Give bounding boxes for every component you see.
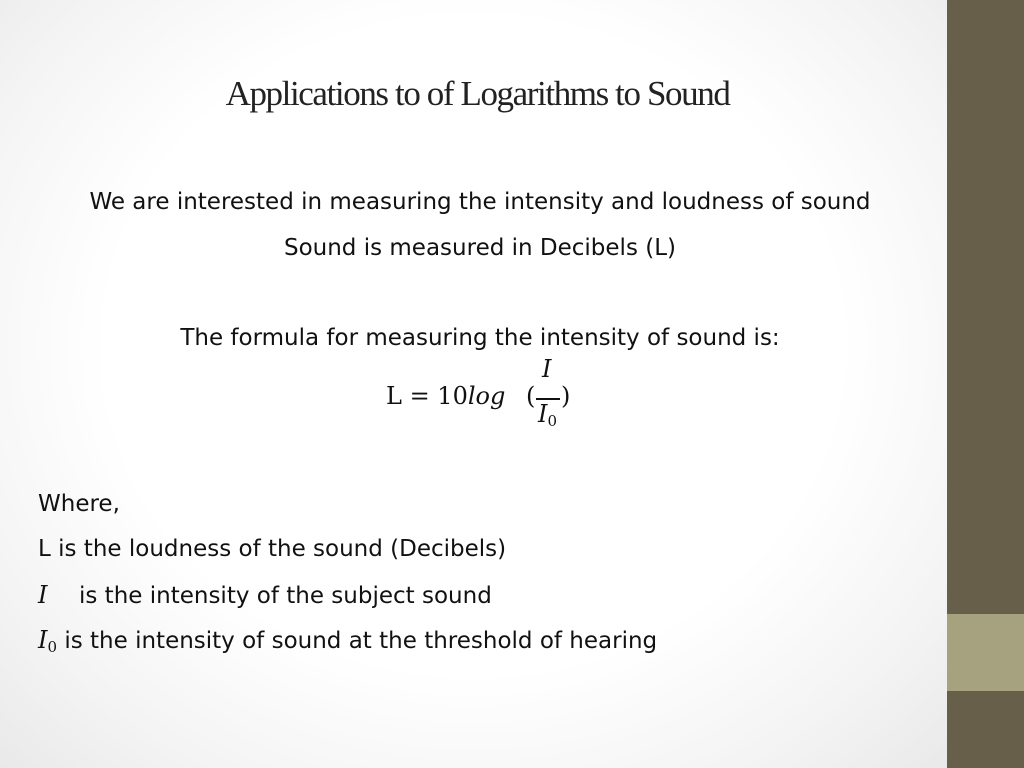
formula-open-paren: ( <box>526 382 536 410</box>
sidebar-accent-block <box>947 614 1024 691</box>
formula-intro-line: The formula for measuring the intensity of sound is: <box>180 325 780 351</box>
formula-numerator: I <box>542 355 552 383</box>
decibel-line: Sound is measured in Decibels (L) <box>283 235 676 261</box>
definition-intensity: I is the intensity of the subject sound <box>38 581 492 609</box>
where-label: Where, <box>38 491 120 517</box>
formula-close-paren: ) <box>561 382 571 410</box>
threshold-intensity-symbol: $I_0$ <box>38 626 58 656</box>
intensity-symbol: I <box>38 581 48 609</box>
definition-loudness: L is the loudness of the sound (Decibels) <box>38 536 507 562</box>
formula-log: log <box>467 382 506 410</box>
formula-denominator: $I_0$ <box>538 400 558 430</box>
definition-threshold: $I_0$ is the intensity of sound at the threshold of hearing <box>38 626 658 656</box>
slide-title: Applications to of Logarithms to Sound <box>225 74 730 113</box>
intro-line: We are interested in measuring the intensity and loudness of sound <box>89 189 871 215</box>
formula-lhs: L = 10log <box>386 382 506 410</box>
